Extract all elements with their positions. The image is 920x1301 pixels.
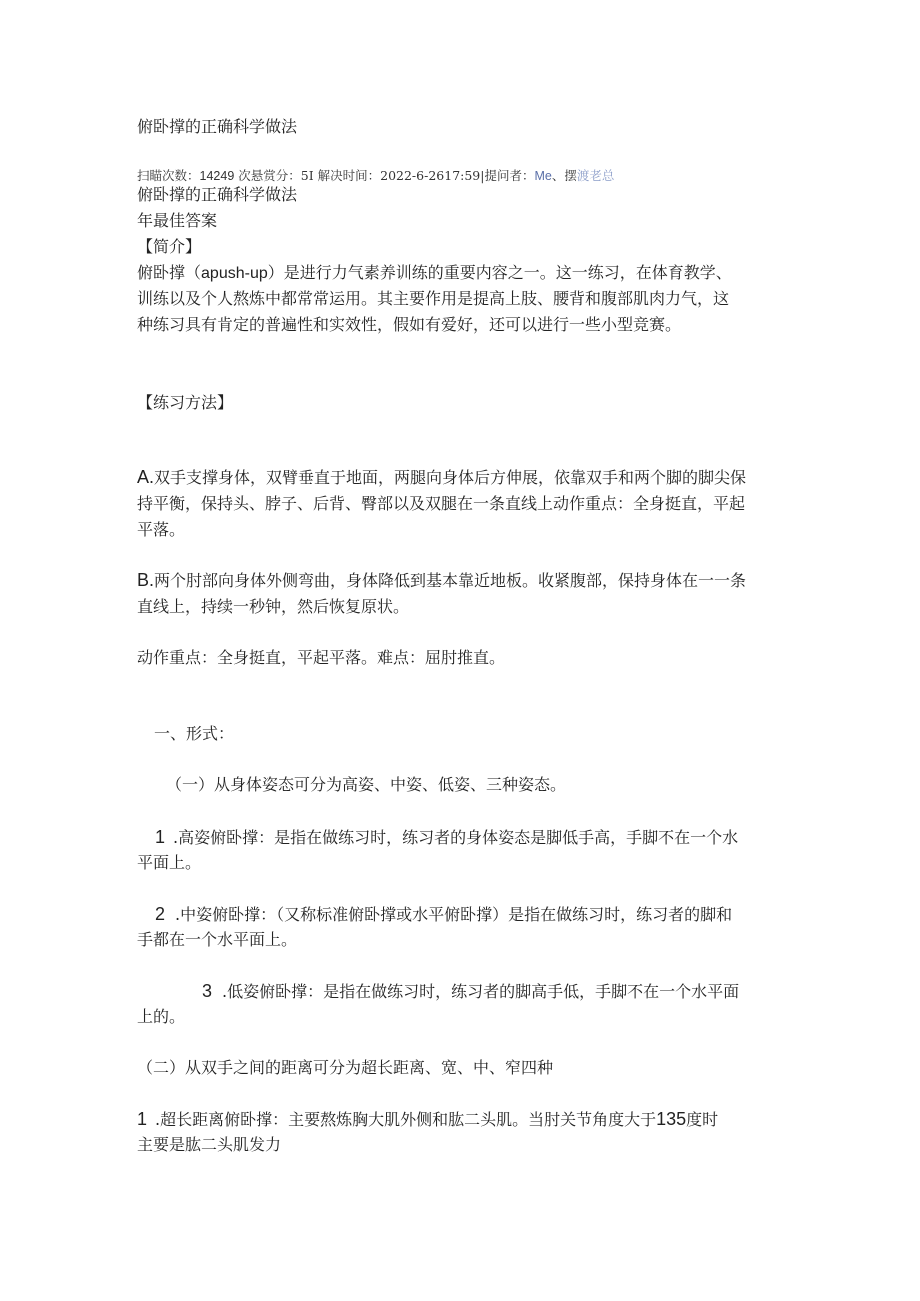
method-heading: 【练习方法】: [137, 393, 234, 412]
item-1-line-1: [155, 827, 738, 848]
step-b-text: 两个肘部向身体外侧弯曲，身体降低到基本靠近地板。收紧腹部，保持身体在一一条: [154, 571, 747, 590]
intro-heading: 【简介】: [137, 237, 202, 256]
item-1-text: .高姿俯卧撑：是指在做练习时，练习者的身体姿态是脚低手高，手脚不在一个水: [173, 828, 739, 847]
item-1-line-2: 平面上。: [137, 853, 202, 872]
step-b-label: B.: [137, 570, 155, 590]
meta-sep: 、摆: [551, 168, 577, 183]
step-b-line-2: 直线上，持续一秒钟，然后恢复原状。: [137, 597, 410, 616]
meta-prefix: 扫瞄次数：: [137, 168, 200, 183]
asker-link-2[interactable]: 渡老总: [576, 168, 615, 183]
sub-2-heading: （二）从双手之间的距离可分为超长距离、宽、中、窄四种: [137, 1058, 554, 1077]
section-1-heading: 一、形式：: [154, 724, 235, 743]
meta-middle: 次悬赏分：5I 解决时间：2022-6-2617:59|提问者：: [234, 168, 535, 183]
step-a-line-3: 平落。: [137, 520, 186, 539]
item-4-degree: 135: [656, 1109, 687, 1129]
meta-line: [137, 166, 614, 186]
step-b-line-1: [137, 570, 746, 591]
step-a-line-2: 持平衡，保持头、脖子、后背、臀部以及双腿在一条直线上动作重点：全身挺直，平起: [137, 494, 746, 513]
item-4-text-a: .超长距离俯卧撑：主要熬炼胸大肌外侧和肱二头肌。当肘关节角度大于: [155, 1110, 657, 1129]
item-4-line-1: [137, 1109, 718, 1130]
item-4-text-b: 度时: [686, 1110, 719, 1129]
sub-1-heading: （一）从身体姿态可分为高姿、中姿、低姿、三种姿态。: [166, 775, 567, 794]
step-a-label: A.: [137, 467, 155, 487]
intro-line-2: 训练以及个人熬炼中都常常运用。其主要作用是提高上肢、腰背和腹部肌肉力气，这: [137, 289, 730, 308]
item-1-number: 1: [155, 827, 166, 847]
intro-text-a: 俯卧撑（: [137, 263, 202, 282]
intro-line-3: 种练习具有肯定的普遍性和实效性，假如有爱好，还可以进行一些小型竞赛。: [137, 315, 682, 334]
item-3-text: .低姿俯卧撑：是指在做练习时，练习者的脚高手低，手脚不在一个水平面: [222, 982, 740, 1001]
intro-text-b: ）是进行力气素养训练的重要内容之一。这一练习，在体育教学、: [267, 263, 732, 282]
document-title: 俯卧撑的正确科学做法: [137, 117, 298, 136]
subtitle: 俯卧撑的正确科学做法: [137, 185, 298, 204]
item-2-number: 2: [155, 904, 166, 924]
best-answer-label: 年最佳答案: [137, 211, 218, 230]
item-4-number: 1: [137, 1109, 148, 1129]
item-3-line-2: 上的。: [137, 1007, 186, 1026]
intro-english-term: apush-up: [201, 265, 268, 282]
item-2-line-1: [155, 904, 732, 925]
item-2-line-2: 手都在一个水平面上。: [137, 930, 298, 949]
key-points: 动作重点：全身挺直，平起平落。难点：屈肘推直。: [137, 648, 506, 667]
asker-link-1[interactable]: Me: [534, 169, 552, 183]
item-2-text: .中姿俯卧撑：（又称标准俯卧撑或水平俯卧撑）是指在做练习时，练习者的脚和: [175, 905, 733, 924]
item-3-number: 3: [202, 981, 213, 1001]
scan-count: 14249: [199, 169, 235, 183]
item-3-line-1: [202, 981, 739, 1002]
step-a-line-1: [137, 467, 746, 488]
item-4-line-2: 主要是肱二头肌发力: [137, 1135, 282, 1154]
intro-line-1: [137, 263, 732, 284]
step-a-text: 双手支撑身体，双臂垂直于地面，两腿向身体后方伸展，依靠双手和两个脚的脚尖保: [154, 468, 747, 487]
